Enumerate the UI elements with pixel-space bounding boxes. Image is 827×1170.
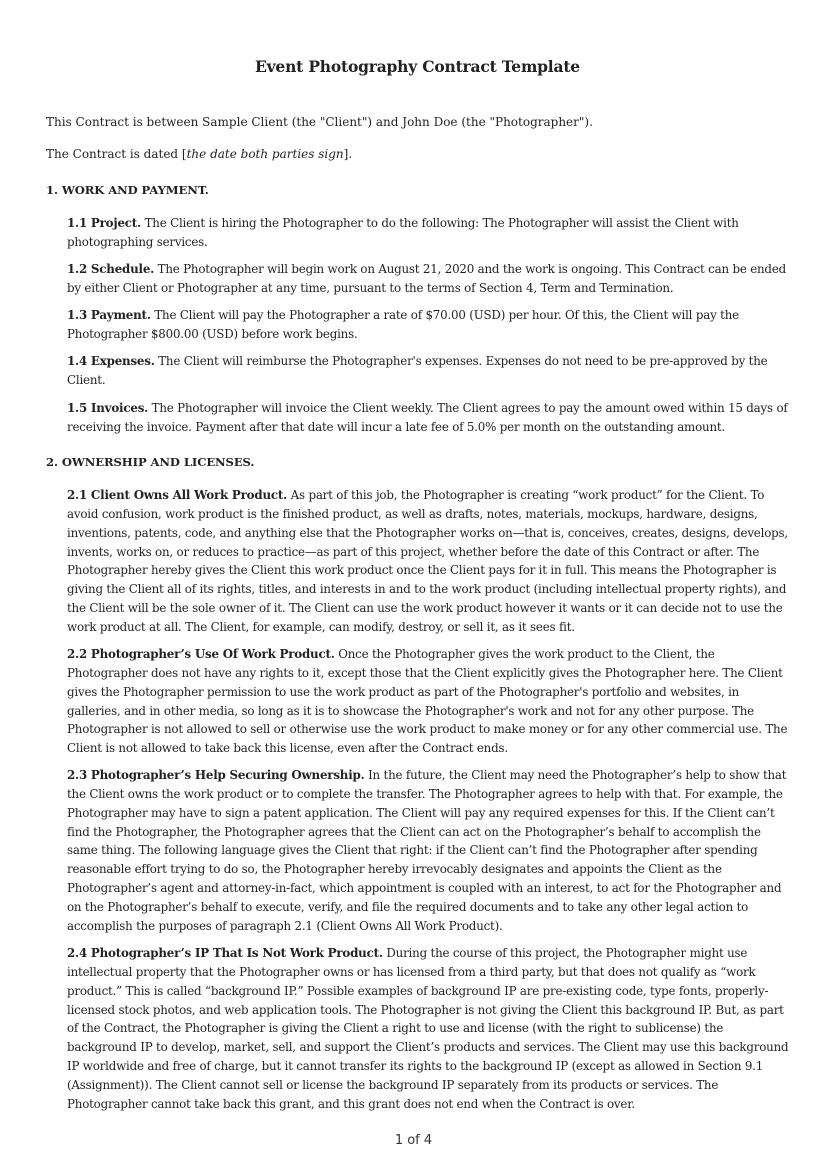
clause-1-5 xyxy=(67,399,791,437)
clause-1-2 xyxy=(67,260,791,298)
clause-1-1 xyxy=(67,214,791,252)
clause-text: The Client will reimburse the Photographer's expenses. Expenses do not need to be pre-approved by the Client. xyxy=(67,354,768,387)
date-suffix: ]. xyxy=(343,147,353,161)
clause-2-3 xyxy=(67,766,791,936)
clause-label: 1.4 Expenses. xyxy=(67,354,155,368)
clause-text: The Client will pay the Photographer a rate of $70.00 (USD) per hour. Of this, the Client will pay the Photographer $800.00 (USD) before work begins. xyxy=(67,308,739,341)
clause-text: The Photographer will begin work on August 21, 2020 and the work is ongoing. This Contract can be ended by either Client or Photographer at any time, pursuant to the terms of Section 4, Term and Termination. xyxy=(67,262,787,295)
document-title: Event Photography Contract Template xyxy=(255,57,580,76)
clause-text: During the course of this project, the Photographer might use intellectual property that the Photographer owns or has licensed from a third party, but that does not qualify as “work product.” This is called “background IP.” Possible examples of background IP are pre-existing code, type fonts, properly-licensed stock photos, and web application tools. The Photographer is not giving the Client this background IP. But, as part of the Contract, the Photographer is giving the Client a right to use and license (with the right to sublicense) the background IP to develop, market, sell, and support the Client’s products and services. The Client may use this background IP worldwide and free of charge, but it cannot transfer its rights to the background IP (except as allowed in Section 9.1 (Assignment)). The Client cannot sell or license the background IP separately from its products or services. The Photographer cannot take back this grant, and this grant does not end when the Contract is over. xyxy=(67,946,789,1111)
clause-label: 1.2 Schedule. xyxy=(67,262,155,276)
clause-label: 1.5 Invoices. xyxy=(67,401,149,415)
clause-2-2 xyxy=(67,645,791,758)
clause-1-3 xyxy=(67,306,791,344)
clause-label: 1.3 Payment. xyxy=(67,308,151,322)
clause-text: The Client is hiring the Photographer to do the following: The Photographer will assist the Client with photographing services. xyxy=(67,216,739,249)
clause-label: 1.1 Project. xyxy=(67,216,142,230)
clause-1-4 xyxy=(67,352,791,390)
clause-text: Once the Photographer gives the work product to the Client, the Photographer does not have any rights to it, except those that the Client explicitly gives the Photographer here. The Client gives the Photographer permission to use the work product as part of the Photographer's portfolio and websites, in galleries, and in other media, so long as it is to showcase the Photographer's work and not for any other purpose. The Photographer is not allowed to sell or otherwise use the work product to make money or for any other commercial use. The Client is not allowed to take back this license, even after the Contract ends. xyxy=(67,647,788,756)
clause-text: In the future, the Client may need the Photographer’s help to show that the Client owns the work product or to complete the transfer. The Photographer agrees to help with that. For example, the Photographer may have to sign a patent application. The Client will pay any required expenses for this. If the Client can’t find the Photographer, the Photographer agrees that the Client can act on the Photographer’s behalf to accomplish the same thing. The following language gives the Client that right: if the Client can’t find the Photographer after spending reasonable effort trying to do so, the Photographer hereby irrevocably designates and appoints the Client as the Photographer’s agent and attorney-in-fact, which appointment is coupled with an interest, to act for the Photographer and on the Photographer’s behalf to execute, verify, and file the required documents and to take any other legal action to accomplish the purposes of paragraph 2.1 (Client Owns All Work Product). xyxy=(67,768,787,933)
clause-label: 2.2 Photographer’s Use Of Work Product. xyxy=(67,647,335,661)
date-line xyxy=(46,147,352,161)
clause-2-4 xyxy=(67,944,791,1114)
clause-label: 2.4 Photographer’s IP That Is Not Work Product. xyxy=(67,946,383,960)
clause-label: 2.3 Photographer’s Help Securing Ownership. xyxy=(67,768,365,782)
parties-line: This Contract is between Sample Client (the "Client") and John Doe (the "Photographer"). xyxy=(46,115,593,129)
clause-label: 2.1 Client Owns All Work Product. xyxy=(67,488,288,502)
section-heading-work-payment: 1. WORK AND PAYMENT. xyxy=(46,183,209,197)
date-prefix: The Contract is dated [ xyxy=(46,147,187,161)
date-placeholder: the date both parties sign xyxy=(186,147,344,161)
clause-text: The Photographer will invoice the Client weekly. The Client agrees to pay the amount owed within 15 days of receiving the invoice. Payment after that date will incur a late fee of 5.0% per month on the outstanding amount. xyxy=(67,401,788,434)
clause-text: As part of this job, the Photographer is creating “work product” for the Client. To avoid confusion, work product is the finished product, as well as drafts, notes, materials, mockups, hardware, designs, inventions, patents, code, and anything else that the Photographer works on—that is, conceives, creates, designs, develops, invents, works on, or reduces to practice—as part of this project, whether before the date of this Contract or after. The Photographer hereby gives the Client this work product once the Client pays for it in full. This means the Photographer is giving the Client all of its rights, titles, and interests in and to the work product (including intellectual property rights), and the Client will be the sole owner of it. The Client can use the work product however it wants or it can decide not to use the work product at all. The Client, for example, can modify, destroy, or sell it, as it sees fit. xyxy=(67,488,788,634)
clause-2-1 xyxy=(67,486,791,637)
page-number: 1 of 4 xyxy=(394,1133,433,1148)
section-heading-ownership: 2. OWNERSHIP AND LICENSES. xyxy=(46,455,255,469)
